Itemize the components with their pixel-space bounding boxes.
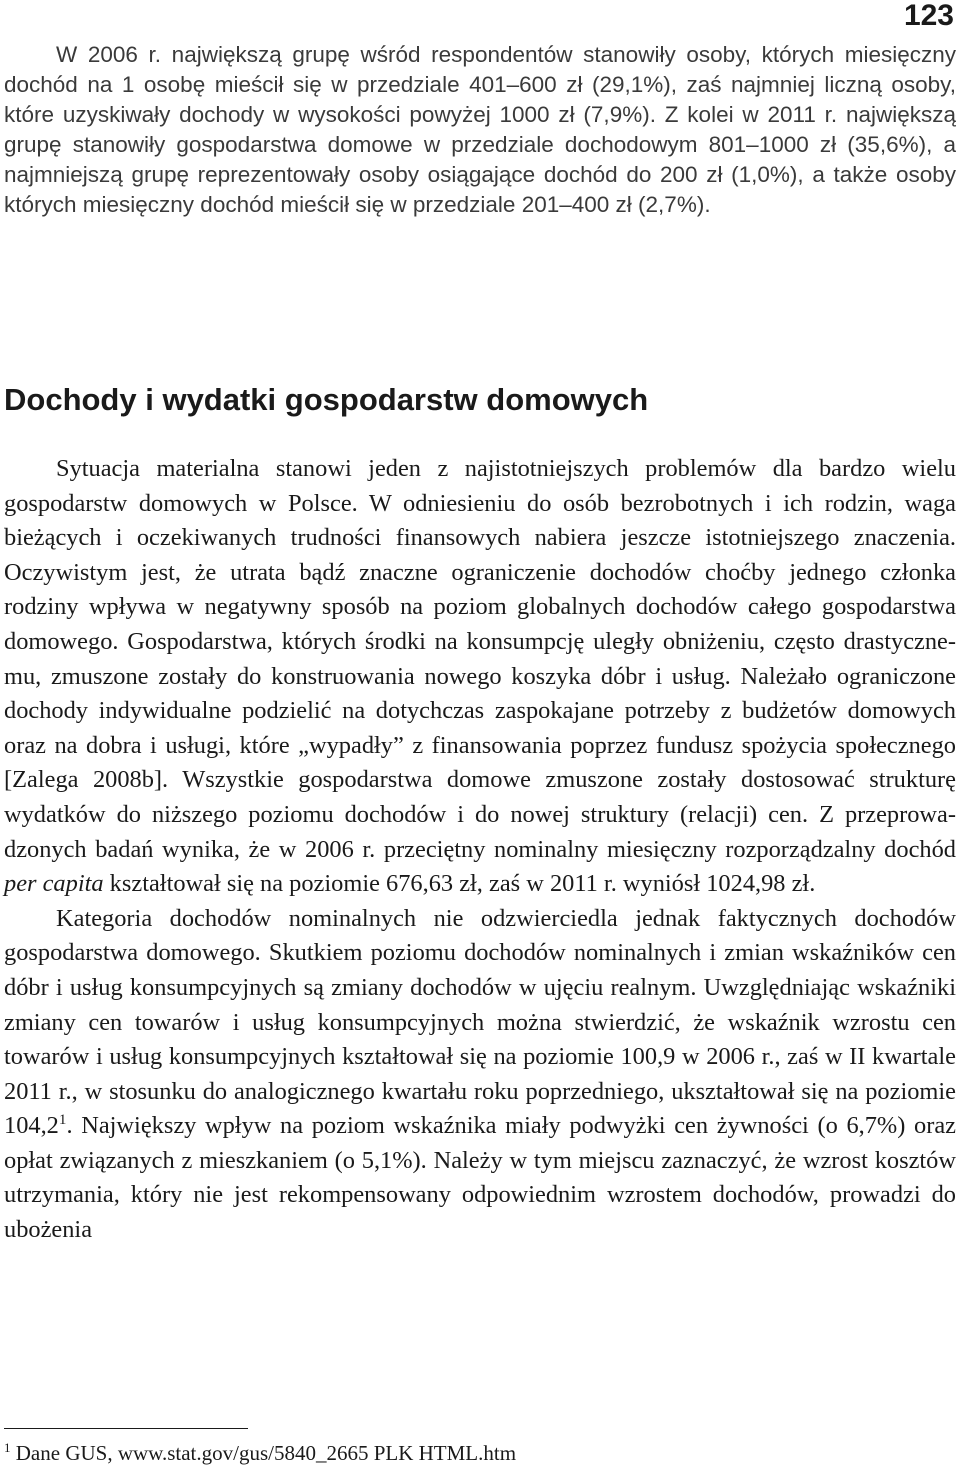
paragraph-1 <box>4 452 956 902</box>
footnote-reference[interactable]: 1 <box>58 1112 67 1129</box>
footnote-divider <box>4 1428 248 1429</box>
body-text <box>4 452 956 1248</box>
paragraph-2 <box>4 902 956 1248</box>
paragraph-2-text: Kategoria dochodów nominalnych nie odzwierciedla jednak faktycznych dochodów gospodarstwa domowego. Skutkiem poziomu dochodów nominalnych i zmian wskaźników cen dóbr i usług konsumpcyjnych są zmiany dochodów w ujęciu realnym. Uwzględniając wskaźniki zmiany cen towarów i usług konsumpcyjnych można stwierdzić, że wskaźnik wzrostu cen towarów i usług konsumpcyjnych kształtował się na poziomie 100,9 w 2006 r., zaś w II kwartale 2011 r., w stosunku do analogicznego kwartału roku poprzedniego, ukształtował się na poziomie 104,2 <box>4 904 956 1140</box>
section-heading: Dochody i wydatki gospodarstw domowych <box>4 382 649 417</box>
paragraph-2-end: . Największy wpływ na poziom wskaźnika miały podwyżki cen żywności (o 6,7%) oraz opłat związanych z mieszkaniem (o 5,1%). Należy w tym miejscu zaznaczyć, że wzrost kosztów utrzymania, który nie jest rekompensowany odpowiednim wzrostem dochodów, prowadzi do ubożenia <box>4 1112 956 1244</box>
intro-paragraph: W 2006 r. największą grupę wśród respondentów stanowiły osoby, których miesięczny dochód na 1 osobę mieścił się w przedziale 401–600 zł (29,1%), zaś najmniej liczną osoby, które uzyskiwały dochody w wysokości powyżej 1000 zł (7,9%). Z kolei w 2011 r. największą grupę stanowiły gospodarstwa domowe w przedziale dochodowym 801–1000 zł (35,6%), a najmniejszą grupę reprezentowały osoby osiągające dochód do 200 zł (1,0%), a także osoby których miesięczny dochód mieścił się w przedziale 201–400 zł (2,7%). <box>4 42 956 217</box>
footnote-text: Dane GUS, www.stat.gov/gus/5840_2665 PLK HTML.htm <box>15 1441 517 1465</box>
per-capita-italic: per capita <box>4 870 104 898</box>
footnote-marker: 1 <box>4 1440 11 1455</box>
paragraph-1-end: kształtował się na poziomie 676,63 zł, zaś w 2011 r. wyniósł 1024,98 zł. <box>103 870 816 898</box>
page-number: 123 <box>903 0 954 32</box>
footnote <box>4 1438 516 1468</box>
paragraph-1-text: Sytuacja materialna stanowi jeden z najistotniejszych problemów dla bardzo wielu gospodarstw domowych w Polsce. W odniesieniu do osób bezrobotnych i ich rodzin, waga bieżących i oczekiwanych trudności finansowych nabiera jeszcze istotniejszego znaczenia. Oczywistym jest, że utrata bądź znaczne ograniczenie dochodów choćby jednego członka rodziny wpływa w negatywny sposób na poziom globalnych dochodów całego gospodarstwa domowego. Gospodarstwa, których środki na konsumpcję uległy obniżeniu, często drastycznemu, zmuszone zostały do konstruowania nowego koszyka dóbr i usług. Należało ograniczone dochody indywidualne podzielić na dotychczas zaspokajane potrzeby z budżetów domowych oraz na dobra i usługi, które „wypadły” z finansowania poprzez fundusz spożycia społecznego [Zalega 2008b]. Wszystkie gospodarstwa domowe zmuszone zostały dostosować strukturę wydatków do niższego poziomu dochodów i do nowej struktury (relacji) cen. Z przeprowadzonych badań wynika, że w 2006 r. przeciętny nominalny miesięczny rozporządzalny dochód <box>4 455 956 863</box>
